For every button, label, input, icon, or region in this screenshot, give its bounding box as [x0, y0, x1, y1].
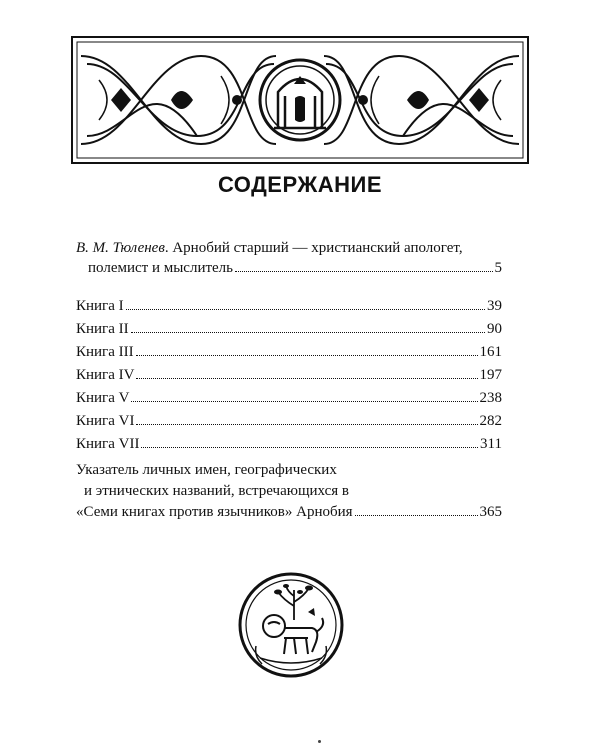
toc-intro-title-line1: . Арнобий старший — христианский апологет, [164, 240, 463, 256]
toc-entry-book-2[interactable] [76, 321, 502, 338]
toc-entry-label: Книга II [76, 321, 129, 337]
toc-intro-page: 5 [494, 260, 502, 276]
toc-intro-title-line2: полемист и мыслитель [88, 260, 234, 276]
toc-entry-page: 197 [479, 367, 502, 383]
leader-dots [131, 401, 477, 402]
toc-index-title-line3: «Семи книгах против язычников» Арнобия [76, 504, 353, 520]
toc-entry-book-4[interactable] [76, 367, 502, 384]
toc-entry-label: Книга III [76, 344, 134, 360]
toc-entry-page: 311 [480, 436, 502, 452]
toc-entry-label: Книга I [76, 298, 124, 314]
toc-entry-book-6[interactable] [76, 413, 502, 430]
toc-entry-page: 161 [479, 344, 502, 360]
toc-entry-page: 238 [479, 390, 502, 406]
publisher-emblem [238, 572, 344, 678]
toc-intro-line1[interactable] [76, 240, 463, 257]
toc-entry-label: Книга IV [76, 367, 135, 383]
toc-index-line2[interactable]: и этнических названий, встречающихся в [84, 483, 349, 499]
leader-dots [355, 515, 478, 516]
leader-dots [235, 271, 492, 272]
toc-entry-book-5[interactable] [76, 390, 502, 407]
toc-entry-label: Книга VII [76, 436, 140, 452]
headpiece-ornament [71, 36, 529, 164]
toc-entry-label: Книга VI [76, 413, 135, 429]
toc-entry-book-1[interactable] [76, 298, 502, 315]
toc-index-page: 365 [479, 504, 502, 520]
print-speck [318, 740, 321, 743]
ornament-icon [71, 36, 529, 164]
leader-dots [126, 309, 485, 310]
leader-dots [136, 378, 477, 379]
toc-entry-label: Книга V [76, 390, 130, 406]
page-title: СОДЕРЖАНИЕ [217, 172, 383, 197]
toc-intro-line2[interactable] [88, 260, 502, 277]
toc-entry-book-3[interactable] [76, 344, 502, 361]
toc-index-line3[interactable] [76, 504, 502, 521]
toc-index-line1[interactable]: Указатель личных имен, географических [76, 462, 337, 478]
toc-entry-book-7[interactable] [76, 436, 502, 453]
toc-entry-page: 90 [487, 321, 502, 337]
leader-dots [136, 424, 477, 425]
leader-dots [131, 332, 485, 333]
lion-emblem-icon [238, 572, 344, 678]
leader-dots [141, 447, 478, 448]
toc-intro-author: В. М. Тюленев [76, 240, 165, 256]
toc-entry-page: 282 [479, 413, 502, 429]
leader-dots [136, 355, 478, 356]
toc-entry-page: 39 [487, 298, 502, 314]
